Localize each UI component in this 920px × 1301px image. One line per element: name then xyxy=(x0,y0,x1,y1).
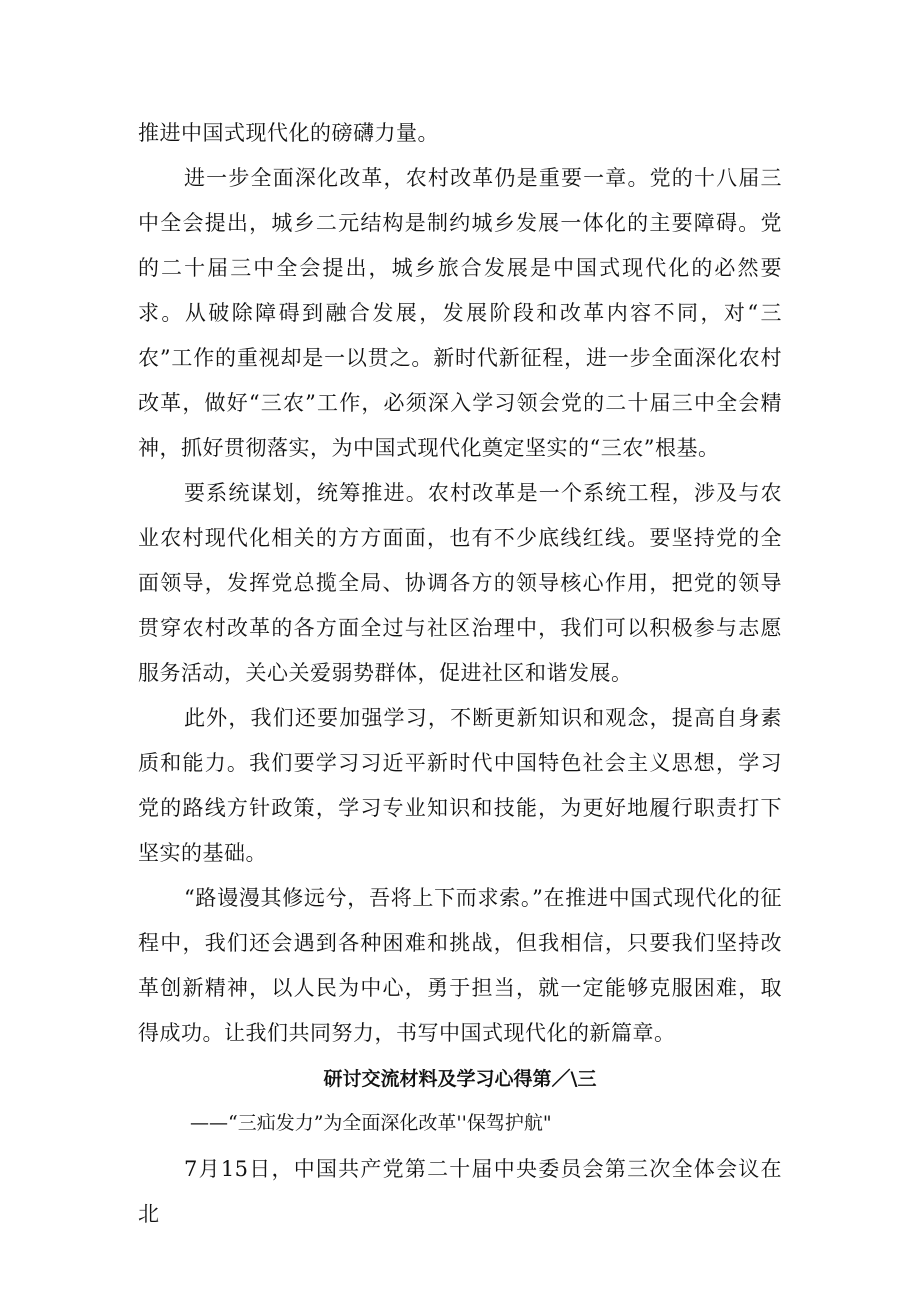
paragraph-strengthen-learning: 此外，我们还要加强学习，不断更新知识和观念，提高自身素质和能力。我们要学习习近平新时代中国特色社会主义思想，学习党的路线方针政策，学习专业知识和技能，为更好地履行职责打下坚实的基础。 xyxy=(138,706,782,865)
paragraph-continuation: 推进中国式现代化的磅礴力量。 xyxy=(138,121,439,145)
section-heading: 研讨交流材料及学习心得第／\三 xyxy=(323,1068,597,1090)
paragraph-systematic-planning: 要系统谋划，统筹推进。农村改革是一个系统工程，涉及与农业农村现代化相关的方方面面，也有不少底线红线。要坚持党的全面领导，发挥党总揽全局、协调各方的领导核心作用，把党的领导贯穿农村改革的各方面全过与社区治理中，我们可以积极参与志愿服务活动，关心关爱弱势群体，促进社区和谐发展。 xyxy=(138,481,782,685)
section-subtitle: ——“三疝发力”为全面深化改革''保驾护航" xyxy=(190,1112,552,1134)
paragraph-quote-conclusion: “路谩漫其修远兮，吾将上下而求索。”在推进中国式现代化的征程中，我们还会遇到各种困难和挑战，但我相信，只要我们坚持改革创新精神，以人民为中心，勇于担当，就一定能够克服困难，取得成功。让我们共同努力，书写中国式现代化的新篇章。 xyxy=(138,886,782,1045)
document-body xyxy=(138,111,782,1237)
paragraph-rural-reform: 进一步全面深化改革，农村改革仍是重要一章。党的十八届三中全会提出，城乡二元结构是制约城乡发展一体化的主要障碍。党的二十届三中全会提出，城乡旅合发展是中国式现代化的必然要求。从破除障碍到融合发展，发展阶段和改革内容不同，对“三农”工作的重视却是一以贯之。新时代新征程，进一步全面深化农村改革，做好“三农”工作，必须深入学习领会党的二十届三中全会精神，抓好贯彻落实，为中国式现代化奠定坚实的“三农”根基。 xyxy=(138,166,782,460)
paragraph-date-intro: 7月15日，中国共产党第二十届中央委员会第三次全体会议在北 xyxy=(138,1157,782,1226)
